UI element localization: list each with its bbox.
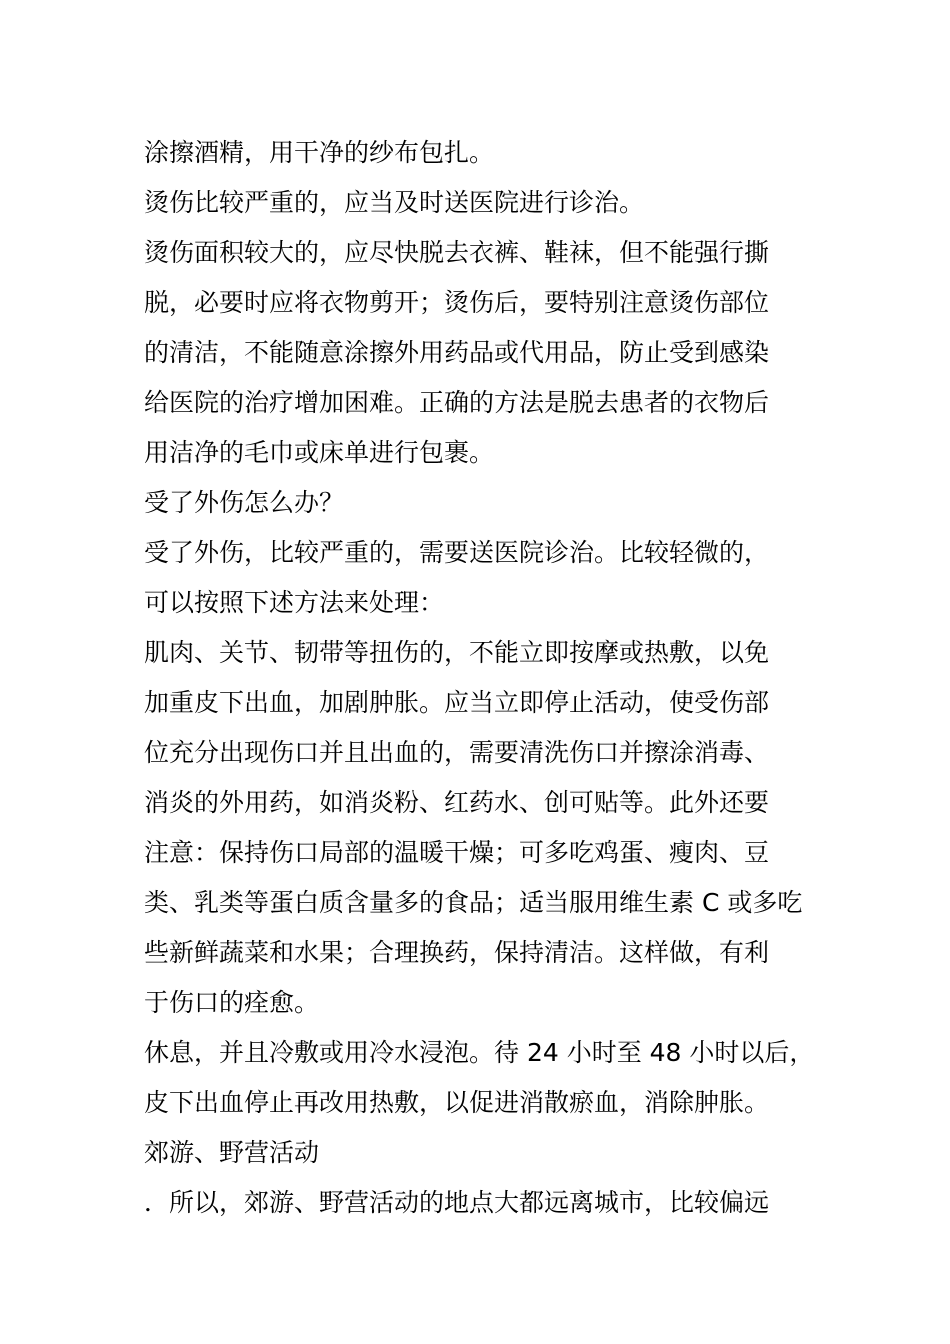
text-line: 些新鲜蔬菜和水果；合理换药，保持清洁。这样做，有利 [144, 938, 770, 967]
text-line: 用洁净的毛巾或床单进行包裹。 [144, 438, 495, 467]
text-line: 的清洁，不能随意涂擦外用药品或代用品，防止受到感染 [144, 338, 770, 367]
text-line: 给医院的治疗增加困难。正确的方法是脱去患者的衣物后 [144, 388, 770, 417]
text-line: 可以按照下述方法来处理： [144, 588, 445, 617]
text-line: 烫伤比较严重的，应当及时送医院进行诊治。 [144, 188, 645, 217]
text-line: 肌肉、关节、韧带等扭伤的，不能立即按摩或热敷，以免 [144, 638, 770, 667]
text-line: 加重皮下出血，加剧肿胀。应当立即停止活动，使受伤部 [144, 688, 770, 717]
text-line: 注意：保持伤口局部的温暖干燥；可多吃鸡蛋、瘦肉、豆 [144, 838, 770, 867]
text-line: 于伤口的痊愈。 [144, 988, 320, 1017]
section-heading: 郊游、野营活动 [144, 1138, 320, 1167]
text-line: 休息，并且冷敷或用冷水浸泡。待 24 小时至 48 小时以后， [144, 1038, 815, 1067]
text-line: 位充分出现伤口并且出血的，需要清洗伤口并擦涂消毒、 [144, 738, 770, 767]
text-line: 烫伤面积较大的，应尽快脱去衣裤、鞋袜，但不能强行撕 [144, 238, 770, 267]
text-line: ．所以，郊游、野营活动的地点大都远离城市，比较偏远 [144, 1188, 770, 1217]
text-line: 类、乳类等蛋白质含量多的食品；适当服用维生素 C 或多吃 [144, 888, 803, 917]
text-line: 脱，必要时应将衣物剪开；烫伤后，要特别注意烫伤部位 [144, 288, 770, 317]
text-line: 消炎的外用药，如消炎粉、红药水、创可贴等。此外还要 [144, 788, 770, 817]
text-line: 受了外伤，比较严重的，需要送医院诊治。比较轻微的， [144, 538, 770, 567]
text-line: 皮下出血停止再改用热敷，以促进消散瘀血，消除肿胀。 [144, 1088, 770, 1117]
text-line: 涂擦酒精，用干净的纱布包扎。 [144, 138, 495, 167]
document-body [144, 128, 815, 1228]
section-heading: 受了外伤怎么办？ [144, 488, 345, 517]
